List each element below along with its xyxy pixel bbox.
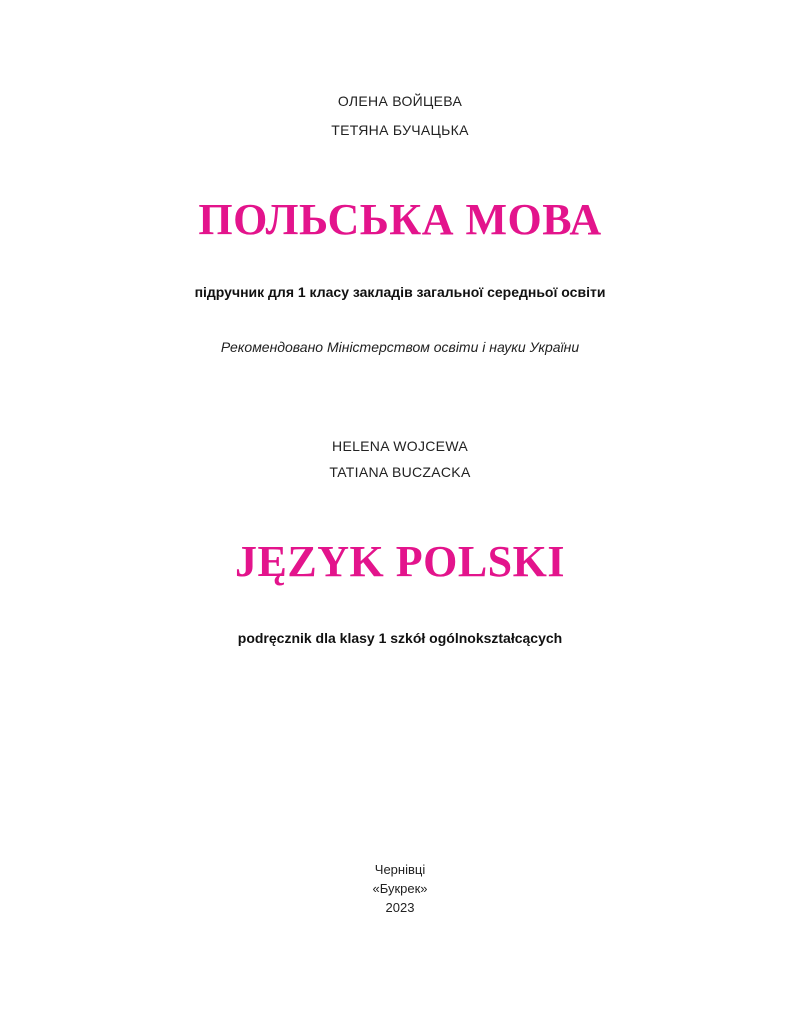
imprint-year: 2023 — [385, 900, 415, 915]
book-title-pl: JĘZYK POLSKI — [235, 537, 565, 586]
imprint-city: Чернівці — [374, 862, 426, 877]
author-name-pl-1: HELENA WOJCEWA — [332, 438, 468, 454]
book-subtitle-pl: podręcznik dla klasy 1 szkół ogólnokształcących — [237, 630, 563, 646]
book-subtitle-ua: підручник для 1 класу закладів загальної середньої освіти — [194, 284, 606, 300]
book-title-ua: ПОЛЬСЬКА МОВА — [198, 195, 602, 244]
author-name-pl-2: TATIANA BUCZACKA — [329, 464, 471, 480]
imprint-publisher: «Букрек» — [372, 881, 428, 896]
author-name-ua-1: ОЛЕНА ВОЙЦЕВА — [337, 93, 463, 109]
author-name-ua-2: ТЕТЯНА БУЧАЦЬКА — [331, 122, 469, 138]
ministry-recommendation: Рекомендовано Міністерством освіти і науки України — [220, 339, 580, 355]
